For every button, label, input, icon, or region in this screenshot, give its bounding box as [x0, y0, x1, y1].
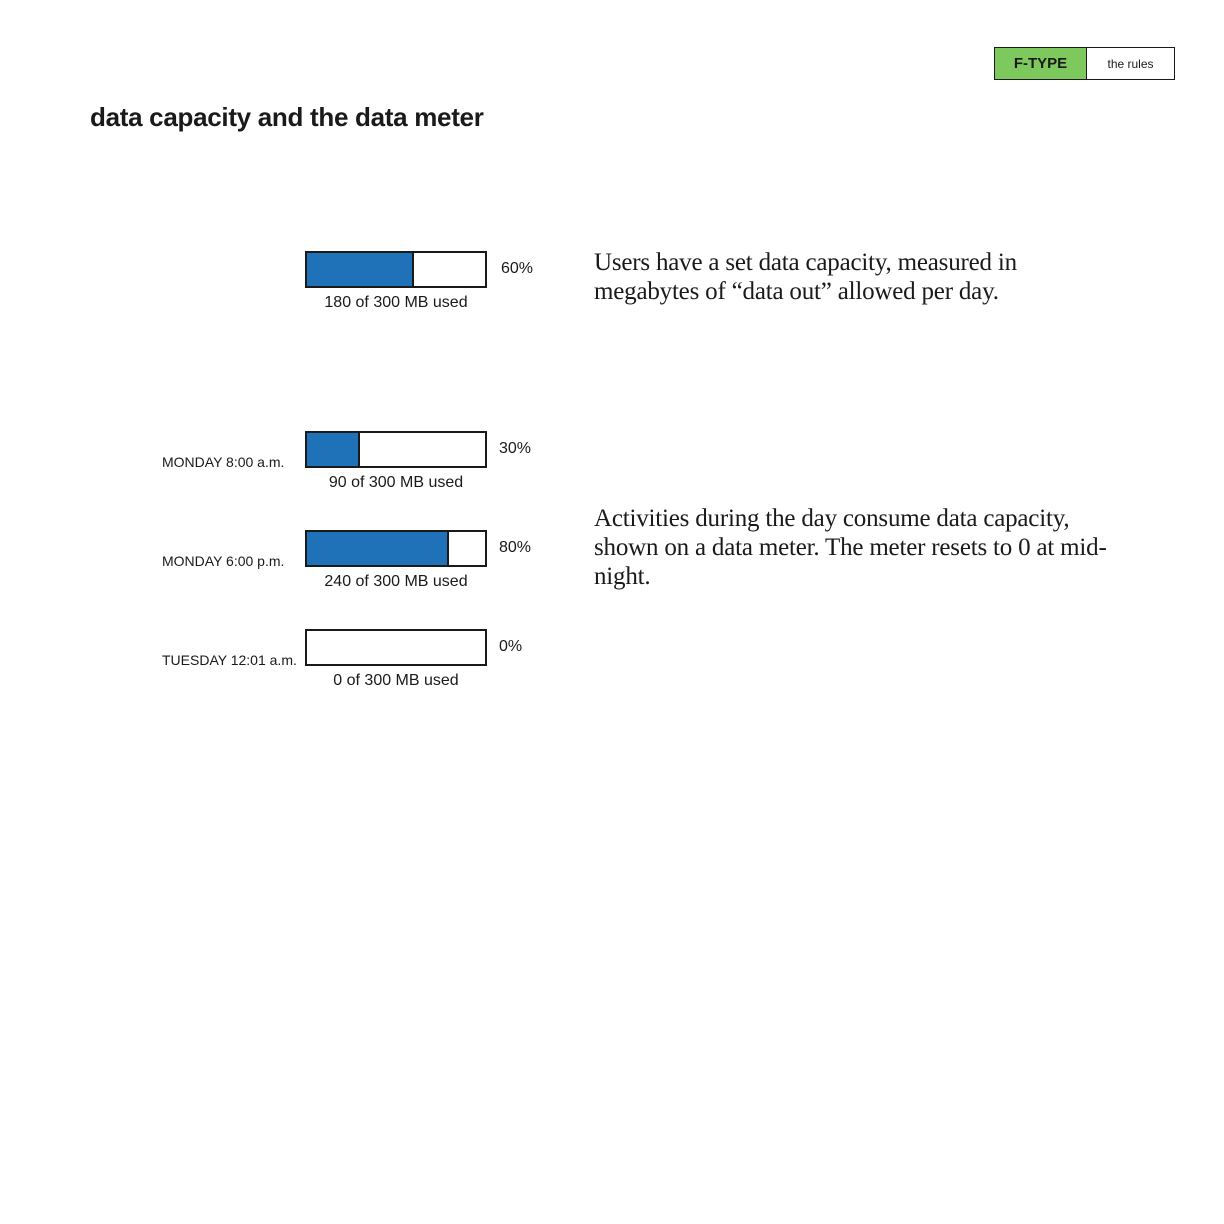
data-meter-fill	[307, 253, 414, 286]
section-badge	[994, 47, 1175, 80]
capacity-description: Users have a set data capacity, measured in megabytes of “data out” allowed per day.	[594, 249, 1017, 305]
timeline-time-label: TUESDAY 12:01 a.m.	[162, 652, 297, 668]
data-meter-bar	[305, 629, 487, 666]
badge-section-name: the rules	[1107, 56, 1154, 71]
page-title: data capacity and the data meter	[90, 102, 484, 132]
meter-usage-label: 0 of 300 MB used	[333, 672, 459, 689]
badge-label: F-TYPE	[995, 48, 1087, 79]
meter-usage-label: 180 of 300 MB used	[324, 294, 468, 311]
meter-percent: 0%	[499, 638, 523, 655]
timeline-time-label: MONDAY 6:00 p.m.	[162, 553, 285, 569]
meter-percent: 60%	[501, 260, 534, 277]
meter-percent: 30%	[499, 440, 532, 457]
data-meter-fill	[307, 532, 449, 565]
meter-usage-label: 240 of 300 MB used	[324, 573, 468, 590]
data-meter-bar	[305, 431, 487, 468]
meter-usage-label: 90 of 300 MB used	[328, 474, 464, 491]
data-meter-bar	[305, 251, 487, 288]
data-meter-bar	[305, 530, 487, 567]
timeline-time-label: MONDAY 8:00 a.m.	[162, 454, 285, 470]
data-meter-fill	[307, 433, 360, 466]
meter-description: Activities during the day consume data capacity, shown on a data meter. The meter resets to 0 at mid-night.	[594, 505, 1107, 590]
meter-percent: 80%	[499, 539, 532, 556]
